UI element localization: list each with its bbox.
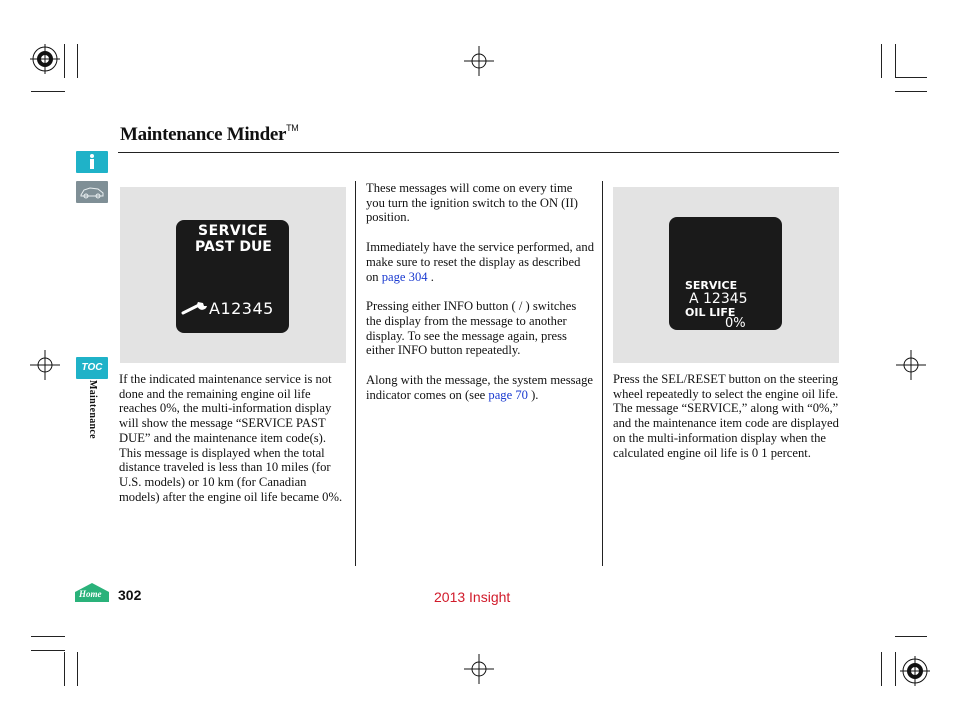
display-line-1: SERVICE xyxy=(685,279,738,292)
title-rule xyxy=(118,152,839,153)
wrench-icon xyxy=(181,300,211,316)
page-304-link[interactable]: page 304 xyxy=(381,269,428,284)
page-number: 302 xyxy=(118,587,142,603)
display-line-1: SERVICE xyxy=(198,223,268,239)
paragraph: Immediately have the service performed, and make sure to reset the display as described on page 304 . xyxy=(366,240,594,284)
column-right xyxy=(613,372,841,460)
column-divider xyxy=(602,181,603,566)
display-oil-life xyxy=(669,217,782,330)
column-middle xyxy=(366,181,594,402)
home-button[interactable]: Home xyxy=(74,582,110,603)
display-line-3: OIL LIFE xyxy=(685,306,736,319)
paragraph: Press the SEL/RESET button on the steering wheel repeatedly to select the engine oil life. The message “SERVICE,” along with “0%,” and the maintenance item code are displayed on the multi-information display when the calculated engine oil life is 0 1 percent. xyxy=(613,372,839,460)
info-icon xyxy=(76,151,108,173)
figure-left xyxy=(120,187,346,363)
crosshair-icon xyxy=(30,350,60,380)
crosshair-icon xyxy=(896,350,926,380)
toc-button[interactable]: TOC xyxy=(76,357,108,379)
crosshair-icon xyxy=(464,46,494,76)
book-title: 2013 Insight xyxy=(434,589,511,605)
display-code: A12345 xyxy=(209,299,274,318)
paragraph: If the indicated maintenance service is not done and the remaining engine oil life reaches 0%, the multi-information display will show the message “SERVICE PAST DUE” and the maintenance item code(s). This message is displayed when the total distance traveled is less than 10 miles (for U.S. models) or 10 km (for Canadian models) after the engine oil life became 0%. xyxy=(119,372,343,504)
page-70-link[interactable]: page 70 xyxy=(488,387,528,402)
display-line-2: PAST DUE xyxy=(195,239,272,255)
crosshair-icon xyxy=(464,654,494,684)
registration-mark-icon xyxy=(30,44,60,74)
column-divider xyxy=(355,181,356,566)
display-code: A 12345 xyxy=(689,291,748,307)
display-percent: 0% xyxy=(725,316,746,331)
column-left xyxy=(119,372,347,504)
page-title: Maintenance Minder™ xyxy=(120,123,299,145)
figure-right xyxy=(613,187,839,363)
paragraph: Pressing either INFO button ( / ) switches the display from the message to another display. To see the message again, press either INFO button repeatedly. xyxy=(366,299,577,358)
car-index-button[interactable] xyxy=(76,181,108,203)
section-label: Maintenance xyxy=(87,380,98,439)
paragraph: Along with the message, the system message indicator comes on (see page 70 ). xyxy=(366,373,593,402)
registration-mark-icon xyxy=(900,656,930,686)
car-icon xyxy=(76,181,108,203)
display-service-past-due xyxy=(176,220,289,333)
info-button[interactable] xyxy=(76,151,108,173)
paragraph: These messages will come on every time you turn the ignition switch to the ON (II) position. xyxy=(366,181,578,225)
